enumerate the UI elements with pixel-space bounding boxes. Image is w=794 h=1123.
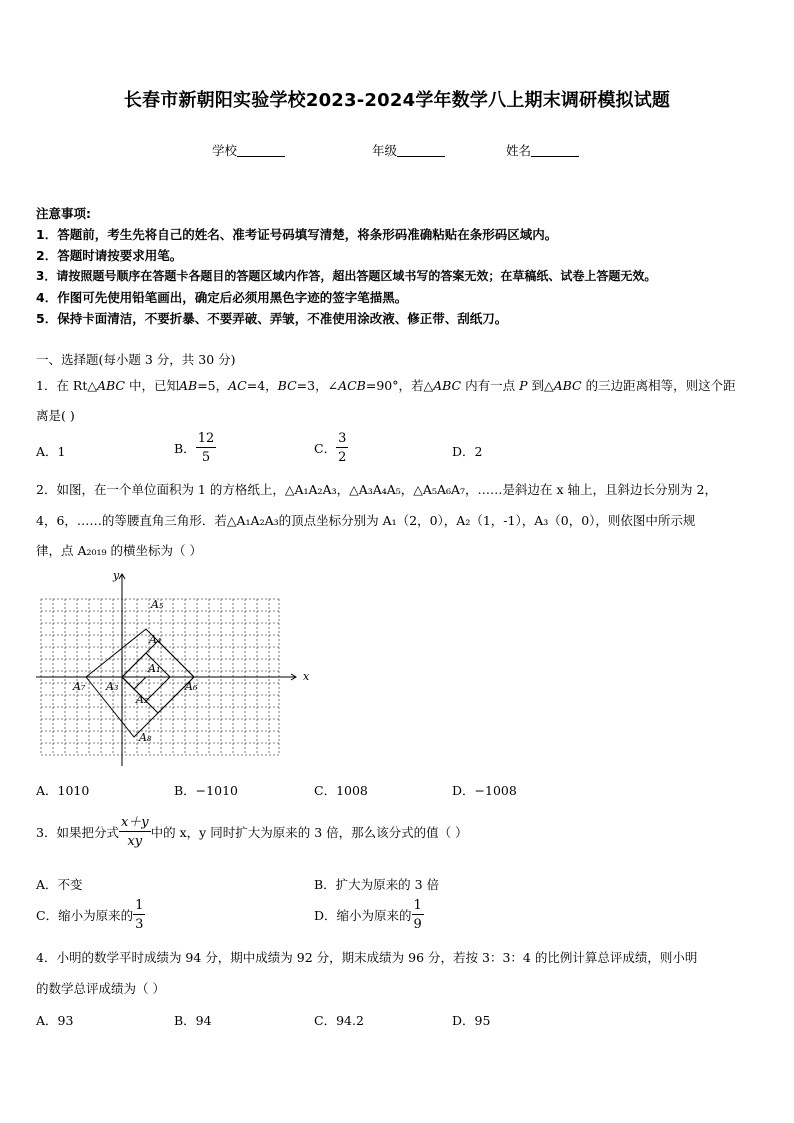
q3-option-a: A．不变 [36, 877, 83, 892]
grade-blank [397, 144, 445, 157]
question-2-line-1: 2．如图，在一个单位面积为 1 的方格纸上，△A₁A₂A₃，△A₃A₄A₅，△A₅A₆A₇，……是斜边在 x 轴上，且斜边长分别为 2， [36, 482, 717, 497]
fraction-denominator: 3 [135, 917, 144, 932]
label-a4: A₄ [149, 633, 162, 646]
fraction-numerator: 3 [338, 431, 347, 446]
q1-option-c: C． $\frac{3}{2}$ [314, 431, 347, 465]
q2-option-b: B．−1010 [174, 783, 238, 798]
notice-item: 1．答题前，考生先将自己的姓名、准考证号码填写清楚，将条形码准确粘贴在条形码区域内。 [36, 227, 558, 242]
fraction-numerator: 12 [197, 431, 215, 446]
name-blank [531, 144, 579, 157]
q3-option-c: C．缩小为原来的 $\frac{1}{3}$ [36, 898, 144, 932]
section-heading: 一、选择题(每小题 3 分，共 30 分) [36, 352, 236, 367]
fraction-denominator: 5 [201, 450, 211, 465]
label-a8: A₈ [139, 731, 152, 744]
y-axis-label: y [113, 569, 120, 582]
fraction-denominator: 2 [338, 450, 347, 465]
school-label: 学校 [212, 143, 238, 158]
school-blank [237, 144, 285, 157]
q1-option-b: B． $\frac{12}{5}$ [174, 431, 215, 465]
q1-option-d: D．2 [452, 444, 483, 459]
notice-heading: 注意事项: [36, 206, 91, 221]
fraction-numerator: x＋y [120, 815, 149, 830]
grade-label: 年级 [372, 143, 398, 158]
question-4-line-2: 的数学总评成绩为（ ） [36, 981, 165, 996]
question-3: 3．如果把分式 $\frac{x+y}{xy}$ 中的 x，y 同时扩大为原来的 3 倍，那么该分式的值（ ） [36, 815, 468, 849]
school-field [212, 141, 285, 159]
q3-option-b: B．扩大为原来的 3 倍 [314, 877, 440, 892]
question-1-line-1: 1．在 Rt△ABC 中，已知AB=5，AC=4，BC=3，∠ACB=90°，若△ABC 内有一点 P 到△ABC 的三边距离相等，则这个距 [36, 378, 736, 393]
notice-item: 3．请按照题号顺序在答题卡各题目的答题区域内作答，超出答题区域书写的答案无效；在草稿纸、试卷上答题无效。 [36, 269, 657, 283]
notice-item: 2．答题时请按要求用笔。 [36, 248, 183, 263]
question-2-line-3: 律，点 A₂₀₁₉ 的横坐标为（ ） [36, 543, 202, 558]
name-label: 姓名 [506, 143, 532, 158]
name-field [506, 141, 579, 159]
q3-option-d: D．缩小为原来的 $\frac{1}{9}$ [314, 898, 422, 932]
question-4-line-1: 4．小明的数学平时成绩为 94 分，期中成绩为 92 分，期末成绩为 96 分，若按 3：3：4 的比例计算总评成绩，则小明 [36, 950, 698, 965]
q4-option-c: C．94.2 [314, 1013, 364, 1028]
label-a5: A₅ [151, 598, 164, 611]
label-a1: A₁ [148, 662, 161, 675]
coordinate-grid-figure [34, 566, 310, 770]
label-a2: A₂ [136, 693, 149, 706]
q2-option-d: D．−1008 [452, 783, 517, 798]
label-a6: A₆ [185, 680, 198, 693]
x-axis-label: x [303, 670, 310, 683]
question-2-line-2: 4，6，……的等腰直角三角形．若△A₁A₂A₃的顶点坐标分别为 A₁（2，0），A₂（1，-1），A₃（0，0），则依图中所示规 [36, 513, 696, 528]
notice-item: 5．保持卡面清洁，不要折暴、不要弄破、弄皱，不准使用涂改液、修正带、刮纸刀。 [36, 311, 508, 326]
q4-option-d: D．95 [452, 1013, 491, 1028]
fraction-numerator: 1 [135, 898, 144, 913]
triangle-2 [122, 653, 170, 677]
q4-option-b: B．94 [174, 1013, 212, 1028]
question-1-line-2: 离是( ) [36, 408, 75, 423]
triangle-7 [86, 629, 194, 677]
label-a7: A₇ [73, 680, 86, 693]
q4-option-a: A．93 [36, 1013, 74, 1028]
q1-option-a: A．1 [36, 444, 66, 459]
fraction-denominator: xy [127, 834, 143, 849]
page-title: 长春市新朝阳实验学校2023-2024学年数学八上期末调研模拟试题 [123, 90, 671, 111]
q2-option-c: C．1008 [314, 783, 368, 798]
notice-item: 4．作图可先使用铅笔画出，确定后必须用黑色字迹的签字笔描黑。 [36, 290, 408, 305]
fraction-denominator: 9 [413, 917, 422, 932]
q2-option-a: A．1010 [36, 783, 90, 798]
fraction-numerator: 1 [413, 898, 422, 913]
label-a3: A₃ [106, 680, 119, 693]
grade-field [372, 141, 445, 159]
